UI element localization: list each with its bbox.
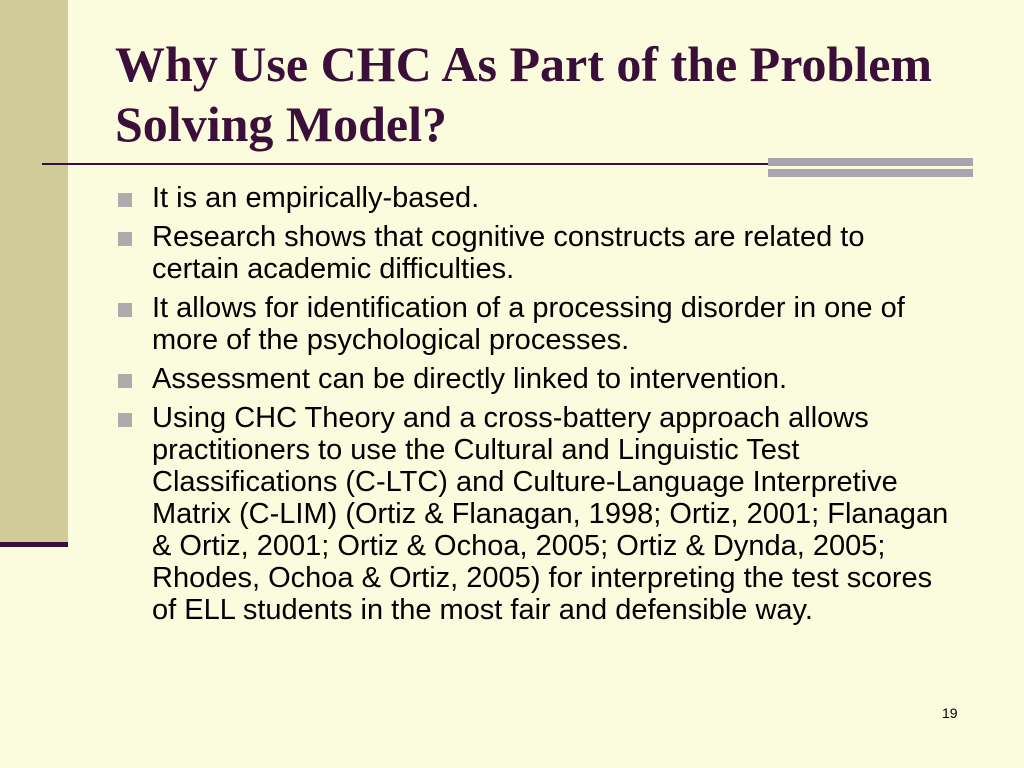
bullet-item [118, 182, 958, 214]
slide-title: Why Use CHC As Part of the Problem Solving Model? [115, 36, 933, 152]
bullet-item [118, 221, 958, 285]
bullet-item [118, 402, 958, 626]
bullet-text: It allows for identification of a processing disorder in one of more of the psychological processes. [152, 292, 905, 356]
square-bullet-icon [118, 193, 132, 207]
square-bullet-icon [118, 232, 132, 246]
accent-bar-bottom [768, 169, 973, 177]
left-side-band [0, 0, 68, 543]
bullet-list [118, 182, 958, 633]
bullet-text: Assessment can be directly linked to intervention. [152, 363, 788, 395]
accent-bar-top [768, 158, 973, 166]
page-number: 19 [942, 705, 958, 721]
bullet-text: It is an empirically-based. [152, 182, 480, 214]
title-accent-bars [768, 158, 973, 178]
title-underline-rule [42, 163, 772, 165]
bullet-text: Research shows that cognitive constructs are related to certain academic difficulties. [152, 221, 865, 285]
square-bullet-icon [118, 303, 132, 317]
square-bullet-icon [118, 413, 132, 427]
bullet-item [118, 292, 958, 356]
square-bullet-icon [118, 374, 132, 388]
left-band-rule [0, 542, 68, 547]
bullet-item [118, 363, 958, 395]
bullet-text: Using CHC Theory and a cross-battery approach allows practitioners to use the Cultural and Linguistic Test Classifications (C-LTC) and Culture-Language Interpretive Matrix (C-LIM) (Ortiz & Flanagan, 1998; Ortiz, 2001; Flanagan & Ortiz, 2001; Ortiz & Ochoa, 2005; Ortiz & Dynda, 2005; Rhodes, Ochoa & Ortiz, 2005) for interpreting the test scores of ELL students in the most fair and defensible way. [152, 402, 949, 626]
